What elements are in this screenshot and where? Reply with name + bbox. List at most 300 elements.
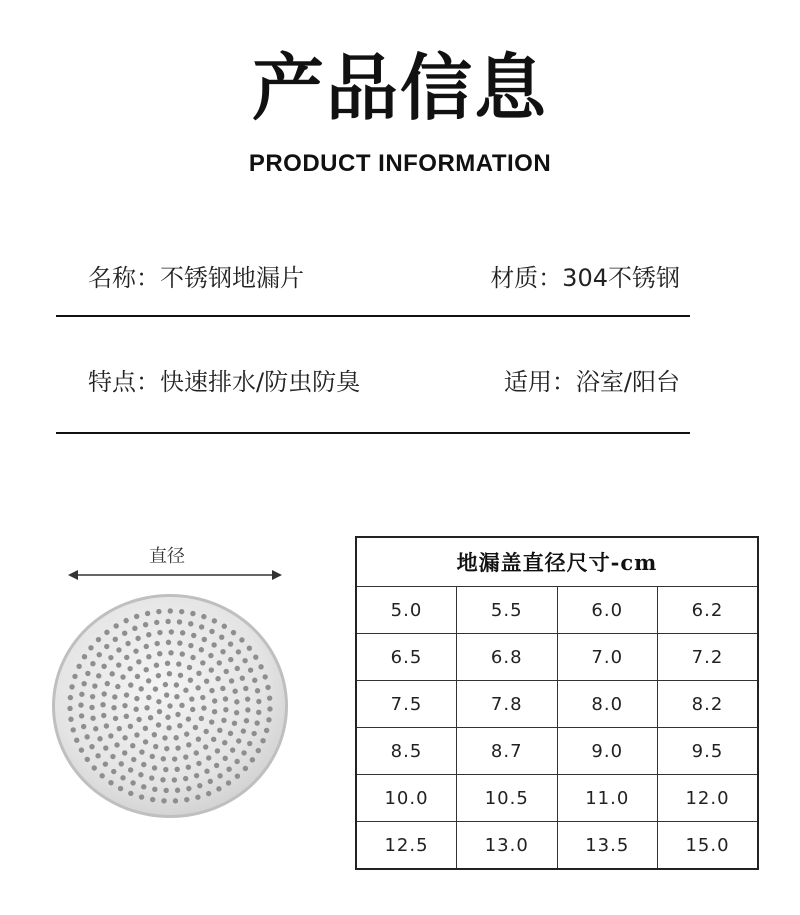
- perforation-hole: [188, 643, 193, 648]
- perforation-hole: [244, 718, 249, 723]
- perforation-hole: [78, 702, 83, 707]
- perforation-hole: [183, 776, 188, 781]
- perforation-hole: [211, 642, 216, 647]
- perforation-hole: [167, 671, 172, 676]
- perforation-hole: [255, 688, 260, 693]
- size-cell: 12.5: [356, 822, 457, 870]
- perforation-hole: [190, 707, 195, 712]
- perforation-hole: [201, 614, 206, 619]
- table-row: [356, 634, 758, 681]
- perforation-hole: [234, 699, 239, 704]
- size-cell: 5.0: [356, 587, 457, 634]
- perforation-hole: [177, 640, 182, 645]
- perforation-hole: [183, 688, 188, 693]
- perforation-hole: [108, 780, 113, 785]
- perforation-hole: [217, 728, 222, 733]
- size-cell: 7.0: [557, 634, 658, 681]
- perforation-hole: [113, 637, 118, 642]
- perforation-hole: [128, 767, 133, 772]
- perforation-hole: [90, 661, 95, 666]
- info-row-features-usage: [56, 362, 690, 402]
- perforation-hole: [216, 786, 221, 791]
- perforation-hole: [132, 626, 137, 631]
- perforation-hole: [254, 720, 259, 725]
- perforation-hole: [138, 772, 143, 777]
- perforation-hole: [250, 757, 255, 762]
- perforation-hole: [136, 659, 141, 664]
- perforation-hole: [150, 797, 155, 802]
- size-cell: 12.0: [658, 775, 759, 822]
- perforation-hole: [247, 741, 252, 746]
- perforation-hole: [97, 652, 102, 657]
- perforation-hole: [248, 667, 253, 672]
- perforation-hole: [116, 662, 121, 667]
- perforation-hole: [157, 630, 162, 635]
- perforation-hole: [89, 744, 94, 749]
- perforation-hole: [130, 780, 135, 785]
- perforation-hole: [231, 630, 236, 635]
- perforation-hole: [152, 787, 157, 792]
- perforation-hole: [188, 677, 193, 682]
- perforation-hole: [148, 715, 153, 720]
- perforation-hole: [109, 671, 114, 676]
- perforation-hole: [103, 761, 108, 766]
- perforation-hole: [99, 773, 104, 778]
- table-row: [356, 728, 758, 775]
- perforation-hole: [206, 791, 211, 796]
- perforation-hole: [190, 655, 195, 660]
- perforation-hole: [240, 675, 245, 680]
- perforation-hole: [128, 791, 133, 796]
- perforation-hole: [178, 673, 183, 678]
- size-cell: 6.2: [658, 587, 759, 634]
- perforation-hole: [162, 735, 167, 740]
- perforation-hole: [267, 695, 272, 700]
- perforation-hole: [251, 731, 256, 736]
- perforation-hole: [223, 696, 228, 701]
- perforation-hole: [108, 655, 113, 660]
- perforation-hole: [180, 651, 185, 656]
- perforation-hole: [187, 665, 192, 670]
- perforation-hole: [190, 611, 195, 616]
- perforation-hole: [152, 765, 157, 770]
- perforation-hole: [113, 716, 118, 721]
- perforation-hole: [232, 689, 237, 694]
- table-row: [356, 587, 758, 634]
- perforation-hole: [169, 629, 174, 634]
- perforation-hole: [243, 686, 248, 691]
- perforation-hole: [146, 678, 151, 683]
- perforation-hole: [175, 712, 180, 717]
- perforation-hole: [173, 735, 178, 740]
- perforation-hole: [111, 705, 116, 710]
- perforation-hole: [194, 773, 199, 778]
- perforation-hole: [146, 654, 151, 659]
- perforation-hole: [204, 769, 209, 774]
- perforation-hole: [95, 753, 100, 758]
- perforation-hole: [228, 731, 233, 736]
- perforation-hole: [239, 637, 244, 642]
- perforation-hole: [141, 784, 146, 789]
- perforation-hole: [186, 786, 191, 791]
- perforation-hole: [212, 698, 217, 703]
- perforation-hole: [241, 728, 246, 733]
- perforation-hole: [120, 775, 125, 780]
- perforation-hole: [113, 623, 118, 628]
- perforation-hole: [143, 622, 148, 627]
- perforation-hole: [72, 674, 77, 679]
- perforation-hole: [128, 682, 133, 687]
- perforation-hole: [135, 636, 140, 641]
- perforation-hole: [220, 686, 225, 691]
- size-cell: 5.5: [457, 587, 558, 634]
- perforation-hole: [135, 674, 140, 679]
- perforation-hole: [153, 744, 158, 749]
- perforation-hole: [172, 777, 177, 782]
- perforation-hole: [146, 632, 151, 637]
- perforation-hole: [163, 788, 168, 793]
- perforation-hole: [179, 609, 184, 614]
- perforation-hole: [156, 722, 161, 727]
- perforation-hole: [149, 775, 154, 780]
- perforation-hole: [168, 608, 173, 613]
- perforation-hole: [119, 761, 124, 766]
- perforation-hole: [157, 651, 162, 656]
- perforation-hole: [131, 757, 136, 762]
- perforation-hole: [74, 738, 79, 743]
- perforation-hole: [122, 750, 127, 755]
- perforation-hole: [68, 717, 73, 722]
- perforation-hole: [212, 709, 217, 714]
- perforation-hole: [209, 688, 214, 693]
- perforation-hole: [186, 742, 191, 747]
- perforation-hole: [156, 699, 161, 704]
- size-cell: 6.5: [356, 634, 457, 681]
- perforation-hole: [139, 794, 144, 799]
- table-row: [356, 681, 758, 728]
- perforation-hole: [105, 681, 110, 686]
- perforation-hole: [196, 671, 201, 676]
- divider: [56, 315, 690, 317]
- perforation-hole: [183, 754, 188, 759]
- perforation-hole: [195, 685, 200, 690]
- perforation-hole: [267, 706, 272, 711]
- perforation-hole: [186, 765, 191, 770]
- perforation-hole: [253, 654, 258, 659]
- table-row: [356, 775, 758, 822]
- perforation-hole: [130, 743, 135, 748]
- perforation-hole: [100, 702, 105, 707]
- info-row-name-material: [56, 258, 690, 298]
- perforation-hole: [209, 719, 214, 724]
- size-cell: 8.0: [557, 681, 658, 728]
- size-cell: 7.2: [658, 634, 759, 681]
- perforation-hole: [150, 754, 155, 759]
- perforation-hole: [110, 754, 115, 759]
- perforation-hole: [200, 660, 205, 665]
- perforation-hole: [252, 678, 257, 683]
- size-table-title: 地漏盖直径尺寸-cm: [356, 537, 758, 587]
- perforation-hole: [203, 744, 208, 749]
- perforation-hole: [89, 705, 94, 710]
- perforation-hole: [165, 661, 170, 666]
- perforation-hole: [103, 745, 108, 750]
- perforation-hole: [184, 731, 189, 736]
- perforation-hole: [81, 681, 86, 686]
- perforation-hole: [260, 738, 265, 743]
- perforation-hole: [124, 692, 129, 697]
- perforation-hole: [177, 723, 182, 728]
- diameter-label: 直径: [149, 546, 185, 567]
- perforation-hole: [217, 660, 222, 665]
- perforation-hole: [165, 619, 170, 624]
- perforation-hole: [71, 727, 76, 732]
- divider: [56, 432, 690, 434]
- perforation-hole: [266, 717, 271, 722]
- perforation-hole: [256, 710, 261, 715]
- product-features: 特点：快速排水/防虫防臭: [88, 368, 361, 396]
- size-cell: 7.8: [457, 681, 558, 728]
- perforation-hole: [122, 703, 127, 708]
- perforation-hole: [164, 746, 169, 751]
- perforation-hole: [256, 699, 261, 704]
- perforation-hole: [174, 767, 179, 772]
- product-name: 名称：不锈钢地漏片: [88, 264, 304, 292]
- size-cell: 8.2: [658, 681, 759, 728]
- perforation-hole: [204, 678, 209, 683]
- product-material: 材质：304不锈钢: [490, 264, 680, 292]
- perforation-hole: [215, 676, 220, 681]
- perforation-hole: [154, 620, 159, 625]
- perforation-hole: [217, 773, 222, 778]
- perforation-hole: [136, 717, 141, 722]
- perforation-hole: [92, 765, 97, 770]
- perforation-hole: [258, 664, 263, 669]
- perforation-hole: [79, 747, 84, 752]
- perforation-hole: [143, 739, 148, 744]
- double-arrow-icon: [66, 566, 284, 584]
- perforation-hole: [112, 694, 117, 699]
- perforation-hole: [188, 621, 193, 626]
- perforation-hole: [180, 630, 185, 635]
- perforation-hole: [161, 756, 166, 761]
- perforation-hole: [139, 686, 144, 691]
- perforation-hole: [186, 716, 191, 721]
- perforation-hole: [226, 767, 231, 772]
- page-title: 产品信息: [251, 46, 548, 130]
- perforation-hole: [93, 726, 98, 731]
- page-subtitle: PRODUCT INFORMATION: [248, 150, 552, 177]
- perforation-hole: [156, 673, 161, 678]
- perforation-hole: [118, 786, 123, 791]
- perforation-hole: [82, 654, 87, 659]
- perforation-hole: [232, 721, 237, 726]
- perforation-hole: [234, 710, 239, 715]
- perforation-hole: [101, 664, 106, 669]
- perforation-hole: [208, 779, 213, 784]
- drain-strainer-icon: [50, 592, 290, 820]
- size-cell: 7.5: [356, 681, 457, 728]
- perforation-hole: [143, 726, 148, 731]
- perforation-hole: [264, 728, 269, 733]
- perforation-hole: [85, 757, 90, 762]
- perforation-hole: [108, 733, 113, 738]
- perforation-hole: [175, 745, 180, 750]
- perforation-hole: [127, 666, 132, 671]
- perforation-hole: [164, 692, 169, 697]
- perforation-hole: [124, 655, 129, 660]
- perforation-hole: [256, 748, 261, 753]
- perforation-hole: [265, 685, 270, 690]
- size-cell: 10.0: [356, 775, 457, 822]
- perforation-hole: [134, 732, 139, 737]
- perforation-hole: [235, 773, 240, 778]
- perforation-hole: [262, 674, 267, 679]
- perforation-hole: [120, 674, 125, 679]
- perforation-hole: [122, 631, 127, 636]
- perforation-hole: [166, 640, 171, 645]
- perforation-hole: [85, 671, 90, 676]
- perforation-hole: [154, 663, 159, 668]
- size-cell: 6.8: [457, 634, 558, 681]
- perforation-hole: [174, 682, 179, 687]
- perforation-hole: [197, 783, 202, 788]
- perforation-hole: [223, 756, 228, 761]
- perforation-hole: [247, 646, 252, 651]
- perforation-hole: [241, 750, 246, 755]
- perforation-hole: [96, 637, 101, 642]
- perforation-hole: [133, 707, 138, 712]
- perforation-hole: [221, 718, 226, 723]
- perforation-hole: [230, 747, 235, 752]
- perforation-hole: [92, 683, 97, 688]
- perforation-hole: [117, 726, 122, 731]
- size-cell: 13.0: [457, 822, 558, 870]
- perforation-hole: [79, 713, 84, 718]
- perforation-hole: [173, 798, 178, 803]
- perforation-hole: [191, 633, 196, 638]
- perforation-hole: [104, 644, 109, 649]
- perforation-hole: [88, 645, 93, 650]
- perforation-hole: [153, 686, 158, 691]
- perforation-hole: [196, 761, 201, 766]
- perforation-hole: [128, 724, 133, 729]
- perforation-hole: [167, 703, 172, 708]
- perforation-hole: [199, 624, 204, 629]
- perforation-hole: [97, 736, 102, 741]
- perforation-hole: [172, 756, 177, 761]
- perforation-hole: [123, 618, 128, 623]
- perforation-hole: [69, 684, 74, 689]
- perforation-hole: [199, 647, 204, 652]
- perforation-hole: [236, 649, 241, 654]
- perforation-hole: [193, 725, 198, 730]
- perforation-hole: [202, 637, 207, 642]
- perforation-hole: [166, 725, 171, 730]
- perforation-hole: [101, 713, 106, 718]
- perforation-hole: [76, 664, 81, 669]
- size-cell: 8.7: [457, 728, 558, 775]
- perforation-hole: [102, 691, 107, 696]
- perforation-hole: [104, 630, 109, 635]
- perforation-hole: [209, 667, 214, 672]
- table-row: [356, 822, 758, 870]
- perforation-hole: [96, 673, 101, 678]
- perforation-hole: [68, 695, 73, 700]
- perforation-hole: [156, 609, 161, 614]
- perforation-hole: [176, 661, 181, 666]
- perforation-hole: [133, 648, 138, 653]
- perforation-hole: [124, 714, 129, 719]
- perforation-hole: [228, 641, 233, 646]
- size-cell: 8.5: [356, 728, 457, 775]
- perforation-hole: [234, 759, 239, 764]
- perforation-hole: [161, 798, 166, 803]
- perforation-hole: [122, 735, 127, 740]
- product-usage: 适用：浴室/阳台: [503, 368, 680, 396]
- perforation-hole: [184, 797, 189, 802]
- perforation-hole: [144, 705, 149, 710]
- perforation-hole: [245, 696, 250, 701]
- perforation-hole: [155, 641, 160, 646]
- perforation-hole: [201, 705, 206, 710]
- perforation-hole: [114, 742, 119, 747]
- perforation-hole: [236, 738, 241, 743]
- size-cell: 9.5: [658, 728, 759, 775]
- perforation-hole: [152, 732, 157, 737]
- perforation-hole: [125, 641, 130, 646]
- perforation-hole: [208, 653, 213, 658]
- perforation-hole: [209, 629, 214, 634]
- perforation-hole: [224, 669, 229, 674]
- perforation-hole: [139, 749, 144, 754]
- perforation-hole: [165, 715, 170, 720]
- perforation-hole: [206, 755, 211, 760]
- perforation-hole: [245, 707, 250, 712]
- perforation-hole: [81, 724, 86, 729]
- perforation-hole: [235, 666, 240, 671]
- perforation-hole: [146, 695, 151, 700]
- perforation-hole: [134, 614, 139, 619]
- perforation-hole: [189, 696, 194, 701]
- perforation-hole: [228, 657, 233, 662]
- perforation-hole: [222, 740, 227, 745]
- perforation-hole: [212, 618, 217, 623]
- perforation-hole: [144, 644, 149, 649]
- perforation-hole: [199, 716, 204, 721]
- perforation-hole: [196, 736, 201, 741]
- size-cell: 9.0: [557, 728, 658, 775]
- perforation-hole: [203, 729, 208, 734]
- perforation-hole: [242, 658, 247, 663]
- perforation-hole: [79, 692, 84, 697]
- perforation-hole: [214, 763, 219, 768]
- perforation-hole: [200, 695, 205, 700]
- perforation-hole: [160, 777, 165, 782]
- perforation-hole: [243, 766, 248, 771]
- size-cell: 13.5: [557, 822, 658, 870]
- size-table: [355, 536, 759, 870]
- perforation-hole: [141, 762, 146, 767]
- perforation-hole: [215, 748, 220, 753]
- perforation-hole: [177, 619, 182, 624]
- size-cell: 10.5: [457, 775, 558, 822]
- size-cell: 11.0: [557, 775, 658, 822]
- size-cell: 15.0: [658, 822, 759, 870]
- perforation-hole: [90, 694, 95, 699]
- perforation-hole: [134, 696, 139, 701]
- perforation-hole: [67, 706, 72, 711]
